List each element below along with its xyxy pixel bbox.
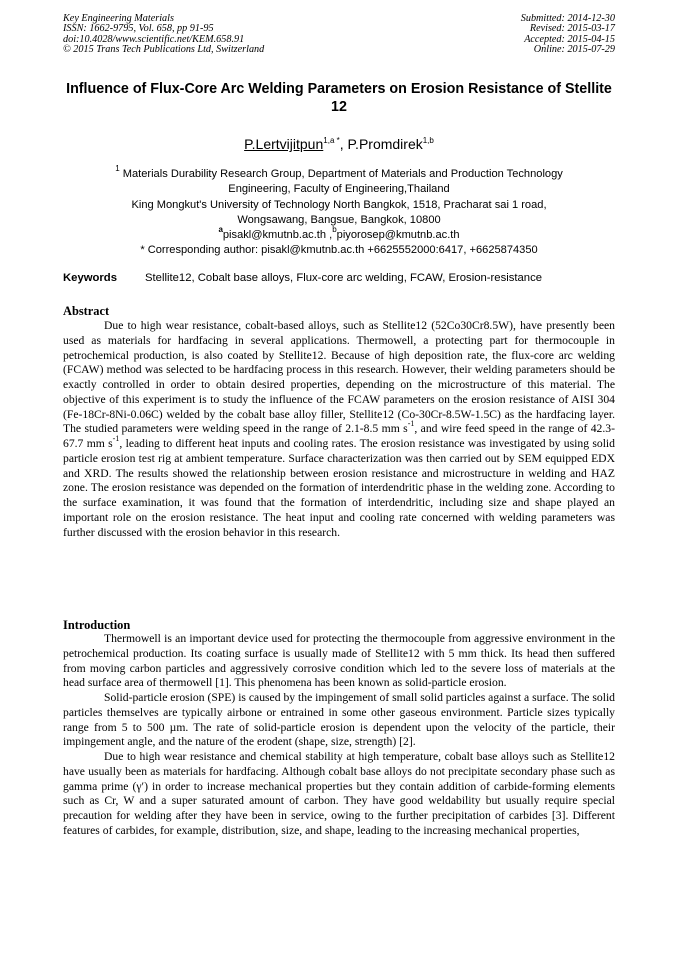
author-1-affiliation-marker: 1,a * [323,136,340,145]
affiliation-marker: 1 [115,164,120,173]
email-b-marker: b [332,225,337,235]
affiliation-block [63,164,615,259]
unit-exponent-1: -1 [407,419,415,429]
journal-name: Key Engineering Materials [63,13,174,24]
email-b: piyorosep@kmutnb.ac.th [336,229,460,242]
intro-paragraph-3: Due to high wear resistance and chemical stability at high temperature, cobalt base alloys such as Stellite12 have usually been as materials for hardfacing. Although cobalt base alloys do not precipitate secondary phase such as gamma prime (γ′) in order to increase mechanical properties but they contain addition of carbide-forming elements such as Cr, W and a super saturated amount of carbon. They have good weldability but usually require special precaution for welding after they have been in service, owing to the further precipitation of carbides [3]. Different features of carbides, for example, distribution, size, and shape, leading to the increasing mechanical properties, [63,750,615,837]
affiliation-line-1-text: Materials Durability Research Group, Department of Materials and Production Technology [122,168,563,180]
keywords-line [63,271,623,285]
abstract-heading: Abstract [63,304,110,318]
email-a: pisakl@kmutnb.ac.th , [222,229,333,242]
affiliation-line-3: King Mongkut's University of Technology North Bangkok, 1518, Pracharat sai 1 road, [131,198,547,211]
corresponding-author: * Corresponding author: pisakl@kmutnb.ac.th +6625552000:6417, +6625874350 [140,244,538,257]
author-separator: , [339,136,348,152]
author-2-affiliation-marker: 1,b [422,136,434,145]
journal-issn: ISSN: 1662-9795, Vol. 658, pp 91-95 [63,23,214,35]
abstract-text-3: , leading to different heat inputs and cooling rates. The erosion resistance was investigated by using solid particle erosion test rig at ambient temperature. Surface characterization was then carried out by SEM equipped EDX and XRD. The results showed the relationship between erosion resistance and microstructure in welding and HAZ zone. The erosion resistance was depended on the formation of interdendritic phase in the welding zone. According to the surface examination, it was found that the formation of interdendritic, including size and shape played an important role on the erosion resistance. The heat input and cooling rate concerned with welding parameters was further discussed with the erosion behavior in this research. [63,437,615,539]
abstract-text-2: , and wire feed speed in the range of 42.3-67.7 mm s [63,422,615,450]
affiliation-line-4: Wongsawang, Bangsue, Bangkok, 10800 [237,213,441,226]
introduction-heading: Introduction [63,618,131,632]
abstract-body [63,319,615,540]
journal-info [63,14,264,56]
email-line [63,225,615,243]
abstract-paragraph [63,319,615,540]
journal-copyright: © 2015 Trans Tech Publications Ltd, Switzerland [63,44,265,56]
unit-exponent-2: -1 [112,434,120,443]
author-1-name: P.Lertvijitpun [244,136,324,152]
journal-doi: doi:10.4028/www.scientific.net/KEM.658.91 [63,33,245,45]
date-accepted: Accepted: 2015-04-15 [524,33,615,45]
publication-dates [521,14,615,56]
abstract-text-1: Due to high wear resistance, cobalt-based alloys, such as Stellite12 (52Co30Cr8.5W), have presently been used as materials for hardfacing in several applications. Thermowell, a protecting part for thermocouple in petrochemical production, is also coated by Stellite12. Because of high deposition rate, the flux-core arc welding (FCAW) method was selected to be hardfacing process in this research. However, their welding parameters should be exactly controlled in order to obtain desired properties, depending on the microstructure of this material. The objective of this experiment is to study the influence of the FCAW parameters on the erosion resistance of AISI 304 (Fe-18Cr-8Ni-0.06C) welded by the cobalt base alloy filler, Stellite12 (Co-30Cr-8.5W-1.5C) as the hardfacing layer. The studied parameters were welding speed in the range of 2.1-8.5 mm s [63,319,615,436]
paper-title: Influence of Flux-Core Arc Welding Parameters on Erosion Resistance of Stellite 12 [66,81,612,115]
affiliation-line-1 [63,164,615,182]
author-2-name: P.Promdirek [347,136,423,152]
date-submitted: Submitted: 2014-12-30 [520,13,615,24]
keywords-label: Keywords [63,272,117,284]
intro-paragraph-2: Solid-particle erosion (SPE) is caused by the impingement of small solid particles against a surface. The solid particles themselves are typically airbone or entrained in some other gaseous environment. Particle sizes typically range from 5 to 500 µm. The rate of solid-particle erosion is dependent upon the velocity of the particle, their impingement angle, and the nature of the erodent (shape, size, strength) [2]. [63,691,615,749]
email-a-marker: a [218,225,223,235]
intro-paragraph-1: Thermowell is an important device used for protecting the thermocouple from aggressive environment in the petrochemical production. Its coating surface is usually made of Stellite12 with 5 mm thick. Its head then suffered from moving carbon particles and aggressively corrosive condition which led to the severe loss of materials at the head surface area of thermowell [1]. This phenomena has been known as solid-particle erosion. [63,632,615,690]
introduction-body [63,632,615,839]
date-revised: Revised: 2015-03-17 [529,23,615,35]
author-list [63,135,615,153]
date-online: Online: 2015-07-29 [533,44,615,56]
keywords-text: Stellite12, Cobalt base alloys, Flux-core arc welding, FCAW, Erosion-resistance [145,272,543,284]
affiliation-line-2: Engineering, Faculty of Engineering,Thailand [228,183,450,196]
